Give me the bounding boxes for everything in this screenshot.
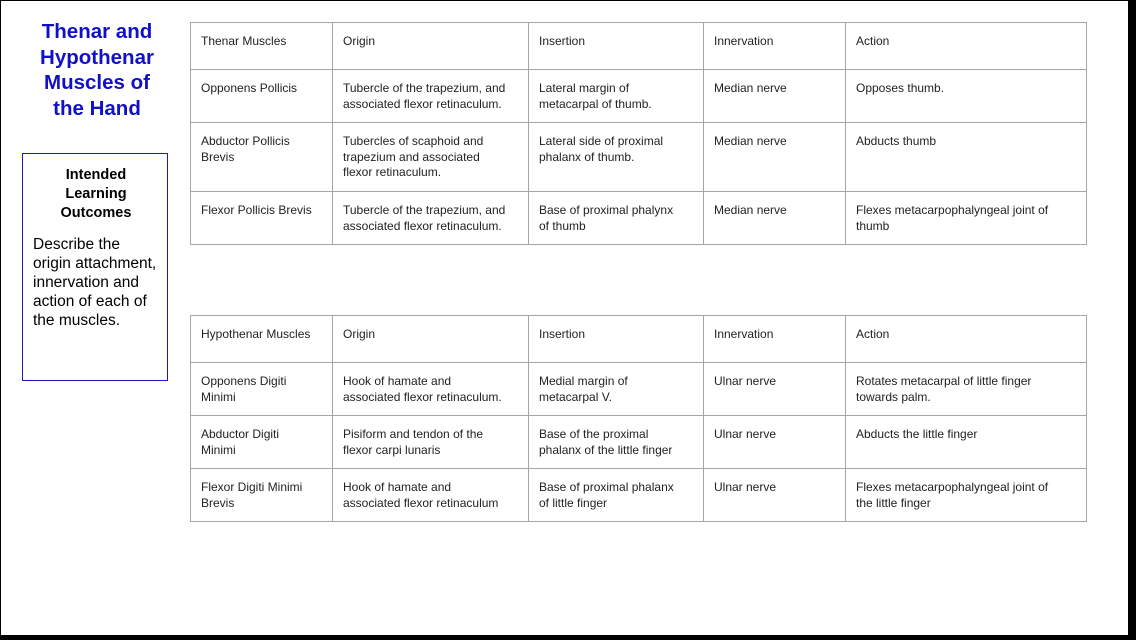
cell-text: Minimi [201, 442, 236, 457]
table-row [191, 469, 1087, 522]
table-row [191, 70, 1087, 123]
cell-text: metacarpal V. [539, 389, 612, 404]
cell-text: Tubercles of scaphoid and [343, 134, 484, 148]
table-cell [191, 363, 333, 416]
text-line: action of each of [33, 293, 147, 310]
cell-text: thumb [856, 218, 890, 233]
cell-text: Opponens Digiti [201, 374, 287, 388]
table-cell [333, 192, 529, 245]
cell-text: Tubercle of the trapezium, and [343, 203, 506, 217]
cell-text: associated flexor retinaculum. [343, 218, 502, 233]
heading-line: Intended [65, 167, 127, 183]
cell-text: Base of proximal phalynx [539, 203, 674, 217]
cell-text: Abducts thumb [856, 134, 937, 148]
column-header [704, 316, 846, 363]
table-cell [191, 123, 333, 192]
hypothenar-muscles-table [190, 315, 1087, 522]
table-row [191, 192, 1087, 245]
table-row [191, 416, 1087, 469]
cell-text: towards palm. [856, 389, 931, 404]
table-cell [333, 363, 529, 416]
title-line: the Hand [53, 96, 141, 120]
cell-text: Abducts the little finger [856, 427, 978, 441]
column-header [704, 23, 846, 70]
cell-text: Thenar Muscles [201, 34, 287, 48]
table-cell [191, 469, 333, 522]
heading-line: Outcomes [60, 205, 132, 221]
table-cell [191, 416, 333, 469]
table-header-row [191, 316, 1087, 363]
column-header [529, 23, 704, 70]
title-line: Muscles of [44, 71, 150, 94]
table-row [191, 123, 1087, 192]
column-header [333, 316, 529, 363]
cell-text: Innervation [714, 327, 774, 341]
cell-text: flexor carpi lunaris [343, 442, 441, 457]
table-cell [846, 70, 1087, 123]
table-cell [704, 416, 846, 469]
text-line: innervation and [33, 274, 139, 291]
table-cell [333, 123, 529, 192]
cell-text: phalanx of the little finger [539, 442, 673, 457]
table-cell [704, 123, 846, 192]
table-cell [846, 416, 1087, 469]
cell-text: Hook of hamate and [343, 480, 452, 494]
cell-text: Lateral side of proximal [539, 134, 664, 148]
cell-text: Brevis [201, 495, 235, 510]
cell-text: Abductor Digiti [201, 427, 280, 441]
page-title [25, 19, 169, 121]
table-header-row [191, 23, 1087, 70]
table-cell [846, 192, 1087, 245]
thenar-muscles-table [190, 22, 1087, 245]
table-cell [704, 363, 846, 416]
cell-text: Origin [343, 327, 376, 341]
cell-text: Median nerve [714, 134, 787, 148]
column-header [191, 316, 333, 363]
cell-text: Flexes metacarpophalyngeal joint of [856, 203, 1049, 217]
cell-text: Rotates metacarpal of little finger [856, 374, 1032, 388]
title-line: Hypothenar [40, 45, 154, 69]
cell-text: Median nerve [714, 203, 787, 217]
cell-text: Innervation [714, 34, 774, 48]
table-row [191, 363, 1087, 416]
cell-text: associated flexor retinaculum. [343, 389, 502, 404]
table-cell [529, 192, 704, 245]
cell-text: Ulnar nerve [714, 374, 777, 388]
column-header [529, 316, 704, 363]
column-header [846, 316, 1087, 363]
table-cell [529, 416, 704, 469]
text-line: origin attachment, [33, 255, 157, 272]
text-line: Describe the [33, 236, 121, 253]
cell-text: associated flexor retinaculum. [343, 96, 502, 111]
column-header [333, 23, 529, 70]
cell-text: Insertion [539, 327, 586, 341]
cell-text: Insertion [539, 34, 586, 48]
heading-line: Learning [65, 186, 127, 202]
cell-text: Abductor Pollicis [201, 134, 290, 148]
cell-text: Brevis [201, 149, 235, 164]
cell-text: Hypothenar Muscles [201, 327, 311, 341]
table-cell [529, 70, 704, 123]
table-cell [704, 192, 846, 245]
slide [1, 1, 1128, 635]
table-cell [529, 123, 704, 192]
cell-text: Pisiform and tendon of the [343, 427, 484, 441]
table-cell [846, 123, 1087, 192]
cell-text: phalanx of thumb. [539, 149, 635, 164]
cell-text: Tubercle of the trapezium, and [343, 81, 506, 95]
cell-text: Base of proximal phalanx [539, 480, 674, 494]
cell-text: Opponens Pollicis [201, 81, 298, 95]
cell-text: Flexor Digiti Minimi [201, 480, 303, 494]
text-line: the muscles. [33, 312, 121, 329]
table-cell [846, 363, 1087, 416]
table-cell [191, 70, 333, 123]
cell-text: Minimi [201, 389, 236, 404]
cell-text: Median nerve [714, 81, 787, 95]
table-cell [529, 469, 704, 522]
cell-text: of little finger [539, 495, 608, 510]
table-cell [704, 469, 846, 522]
table-cell [333, 70, 529, 123]
learning-outcomes-heading [33, 166, 159, 223]
cell-text: Action [856, 34, 890, 48]
column-header [846, 23, 1087, 70]
cell-text: the little finger [856, 495, 931, 510]
cell-text: Ulnar nerve [714, 427, 777, 441]
cell-text: Ulnar nerve [714, 480, 777, 494]
cell-text: Action [856, 327, 890, 341]
cell-text: Lateral margin of [539, 81, 630, 95]
table-cell [529, 363, 704, 416]
cell-text: Base of the proximal [539, 427, 649, 441]
cell-text: Hook of hamate and [343, 374, 452, 388]
cell-text: Origin [343, 34, 376, 48]
table-cell [333, 416, 529, 469]
cell-text: trapezium and associated [343, 149, 480, 164]
title-line: Thenar and [41, 20, 153, 43]
cell-text: Flexor Pollicis Brevis [201, 203, 312, 217]
learning-outcomes-text [33, 235, 159, 330]
table-cell [704, 70, 846, 123]
cell-text: flexor retinaculum. [343, 165, 442, 179]
table-cell [191, 192, 333, 245]
table-cell [333, 469, 529, 522]
learning-outcomes-box [22, 153, 168, 381]
cell-text: Opposes thumb. [856, 81, 945, 95]
cell-text: associated flexor retinaculum [343, 495, 499, 510]
cell-text: metacarpal of thumb. [539, 96, 652, 111]
cell-text: of thumb [539, 218, 586, 233]
cell-text: Flexes metacarpophalyngeal joint of [856, 480, 1049, 494]
column-header [191, 23, 333, 70]
cell-text: Medial margin of [539, 374, 628, 388]
table-cell [846, 469, 1087, 522]
